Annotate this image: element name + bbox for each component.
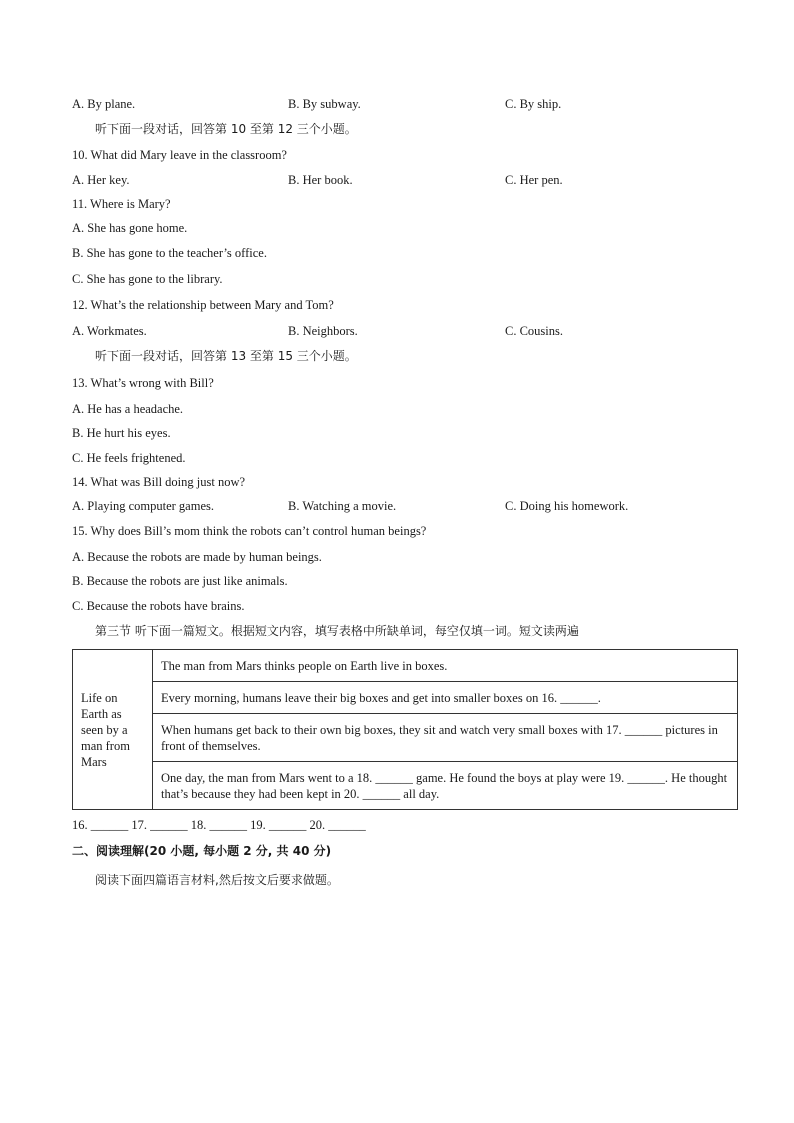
q13-option-c: C. He feels frightened. [72,451,186,465]
q15-option-a: A. Because the robots are made by human beings. [72,550,322,564]
q11-option-b: B. She has gone to the teacher’s office. [72,246,267,260]
q9-option-c: C. By ship. [505,97,562,111]
q15-option-b: B. Because the robots are just like animals. [72,574,288,588]
q11-option-c: C. She has gone to the library. [72,272,223,286]
q13-question: 13. What’s wrong with Bill? [72,376,214,390]
q9-option-b: B. By subway. [288,97,361,111]
q11-question: 11. Where is Mary? [72,197,171,211]
q14-option-c: C. Doing his homework. [505,499,629,513]
q13-option-a: A. He has a headache. [72,402,184,416]
table-row-4: One day, the man from Mars went to a 18. ______ game. He found the boys at play were 19. ______. He thought that’s because they had been kept in 20. ______ all day. [153,762,738,810]
q10-option-b: B. Her book. [288,173,353,187]
table-heading-cell: Life on Earth as seen by a man from Mars [73,650,153,810]
q15-option-c: C. Because the robots have brains. [72,599,245,613]
part2-title: 二、阅读理解(20 小题, 每小题 2 分, 共 40 分) [72,844,332,858]
part2-instruction: 阅读下面四篇语言材料,然后按文后要求做题。 [95,873,339,887]
q14-option-b: B. Watching a movie. [288,499,397,513]
section3-instruction: 第三节 听下面一篇短文。根据短文内容，填写表格中所缺单词，每空仅填一词。短文读两遍 [95,624,579,638]
answer-blanks: 16. ______ 17. ______ 18. ______ 19. ______ 20. ______ [72,818,366,832]
q15-question: 15. Why does Bill’s mom think the robots can’t control human beings? [72,524,427,538]
dialog-instruction-13-15: 听下面一段对话，回答第 13 至第 15 三个小题。 [95,349,357,363]
table-row-3: When humans get back to their own big boxes, they sit and watch very small boxes with 17. ______ pictures in front of themselves. [153,714,738,762]
q14-option-a: A. Playing computer games. [72,499,214,513]
dialog-instruction-10-12: 听下面一段对话，回答第 10 至第 12 三个小题。 [95,122,357,136]
q10-question: 10. What did Mary leave in the classroom? [72,148,287,162]
q12-option-a: A. Workmates. [72,324,147,338]
q12-question: 12. What’s the relationship between Mary and Tom? [72,298,334,312]
q9-option-a: A. By plane. [72,97,136,111]
q12-option-c: C. Cousins. [505,324,564,338]
q11-option-a: A. She has gone home. [72,221,188,235]
q14-question: 14. What was Bill doing just now? [72,475,246,489]
q10-option-a: A. Her key. [72,173,130,187]
q10-option-c: C. Her pen. [505,173,563,187]
q13-option-b: B. He hurt his eyes. [72,426,171,440]
q12-option-b: B. Neighbors. [288,324,358,338]
mars-info-table [72,649,738,810]
table-row-1: The man from Mars thinks people on Earth live in boxes. [153,650,738,682]
table-row-2: Every morning, humans leave their big boxes and get into smaller boxes on 16. ______. [153,682,738,714]
